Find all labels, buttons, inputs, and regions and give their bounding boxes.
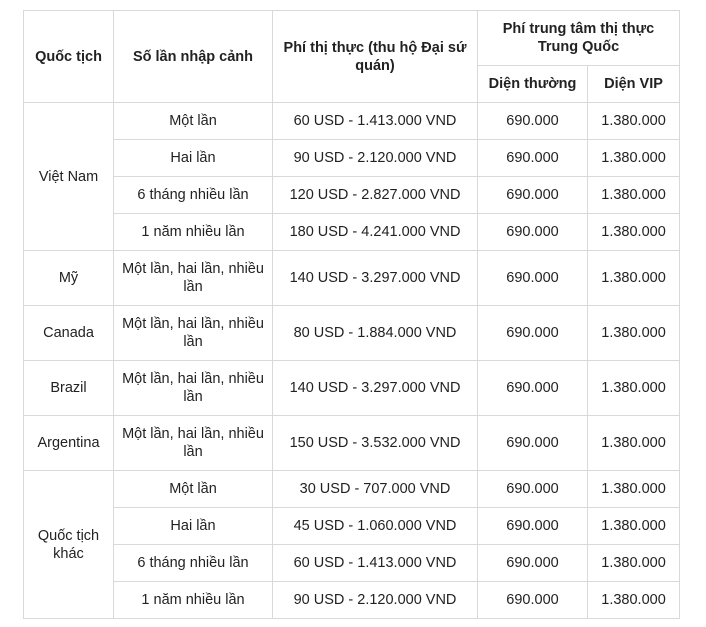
visa-fee-cell: 150 USD - 3.532.000 VND (273, 416, 478, 471)
entries-cell: Một lần, hai lần, nhiều lần (114, 306, 273, 361)
vip-fee-cell: 1.380.000 (588, 582, 680, 619)
visa-fee-cell: 140 USD - 3.297.000 VND (273, 251, 478, 306)
visa-fee-cell: 60 USD - 1.413.000 VND (273, 545, 478, 582)
nationality-cell: Mỹ (24, 251, 114, 306)
header-nationality: Quốc tịch (24, 11, 114, 103)
nationality-cell: Argentina (24, 416, 114, 471)
visa-fee-cell: 90 USD - 2.120.000 VND (273, 140, 478, 177)
normal-fee-cell: 690.000 (478, 177, 588, 214)
entries-cell: Một lần, hai lần, nhiều lần (114, 416, 273, 471)
vip-fee-cell: 1.380.000 (588, 508, 680, 545)
visa-fee-cell: 90 USD - 2.120.000 VND (273, 582, 478, 619)
entries-cell: 1 năm nhiều lần (114, 214, 273, 251)
table-row (24, 177, 680, 214)
vip-fee-cell: 1.380.000 (588, 306, 680, 361)
entries-cell: Một lần (114, 471, 273, 508)
normal-fee-cell: 690.000 (478, 214, 588, 251)
table-row (24, 545, 680, 582)
table-row (24, 508, 680, 545)
table-row (24, 416, 680, 471)
normal-fee-cell: 690.000 (478, 545, 588, 582)
entries-cell: Hai lần (114, 140, 273, 177)
nationality-cell: Brazil (24, 361, 114, 416)
visa-fee-cell: 140 USD - 3.297.000 VND (273, 361, 478, 416)
visa-fee-table (23, 10, 680, 619)
visa-fee-cell: 60 USD - 1.413.000 VND (273, 103, 478, 140)
vip-fee-cell: 1.380.000 (588, 416, 680, 471)
visa-fee-cell: 45 USD - 1.060.000 VND (273, 508, 478, 545)
entries-cell: Hai lần (114, 508, 273, 545)
normal-fee-cell: 690.000 (478, 140, 588, 177)
table-row (24, 306, 680, 361)
normal-fee-cell: 690.000 (478, 103, 588, 140)
header-normal: Diện thường (478, 66, 588, 103)
entries-cell: Một lần (114, 103, 273, 140)
table-row (24, 471, 680, 508)
normal-fee-cell: 690.000 (478, 416, 588, 471)
normal-fee-cell: 690.000 (478, 582, 588, 619)
table-row (24, 103, 680, 140)
table-row (24, 251, 680, 306)
normal-fee-cell: 690.000 (478, 471, 588, 508)
vip-fee-cell: 1.380.000 (588, 471, 680, 508)
header-vip: Diện VIP (588, 66, 680, 103)
vip-fee-cell: 1.380.000 (588, 103, 680, 140)
visa-fee-cell: 120 USD - 2.827.000 VND (273, 177, 478, 214)
nationality-cell: Việt Nam (24, 103, 114, 251)
header-entries: Số lần nhập cảnh (114, 11, 273, 103)
table-row (24, 214, 680, 251)
vip-fee-cell: 1.380.000 (588, 177, 680, 214)
normal-fee-cell: 690.000 (478, 251, 588, 306)
nationality-cell: Quốc tịch khác (24, 471, 114, 619)
visa-fee-cell: 80 USD - 1.884.000 VND (273, 306, 478, 361)
vip-fee-cell: 1.380.000 (588, 214, 680, 251)
visa-fee-cell: 30 USD - 707.000 VND (273, 471, 478, 508)
entries-cell: 1 năm nhiều lần (114, 582, 273, 619)
normal-fee-cell: 690.000 (478, 508, 588, 545)
entries-cell: 6 tháng nhiều lần (114, 545, 273, 582)
vip-fee-cell: 1.380.000 (588, 545, 680, 582)
header-visa-fee: Phí thị thực (thu hộ Đại sứ quán) (273, 11, 478, 103)
entries-cell: Một lần, hai lần, nhiều lần (114, 251, 273, 306)
entries-cell: Một lần, hai lần, nhiều lần (114, 361, 273, 416)
entries-cell: 6 tháng nhiều lần (114, 177, 273, 214)
table-row (24, 582, 680, 619)
vip-fee-cell: 1.380.000 (588, 251, 680, 306)
table-row (24, 140, 680, 177)
normal-fee-cell: 690.000 (478, 361, 588, 416)
header-center-fee: Phí trung tâm thị thực Trung Quốc (478, 11, 680, 66)
visa-fee-cell: 180 USD - 4.241.000 VND (273, 214, 478, 251)
table-row (24, 361, 680, 416)
vip-fee-cell: 1.380.000 (588, 140, 680, 177)
nationality-cell: Canada (24, 306, 114, 361)
normal-fee-cell: 690.000 (478, 306, 588, 361)
vip-fee-cell: 1.380.000 (588, 361, 680, 416)
